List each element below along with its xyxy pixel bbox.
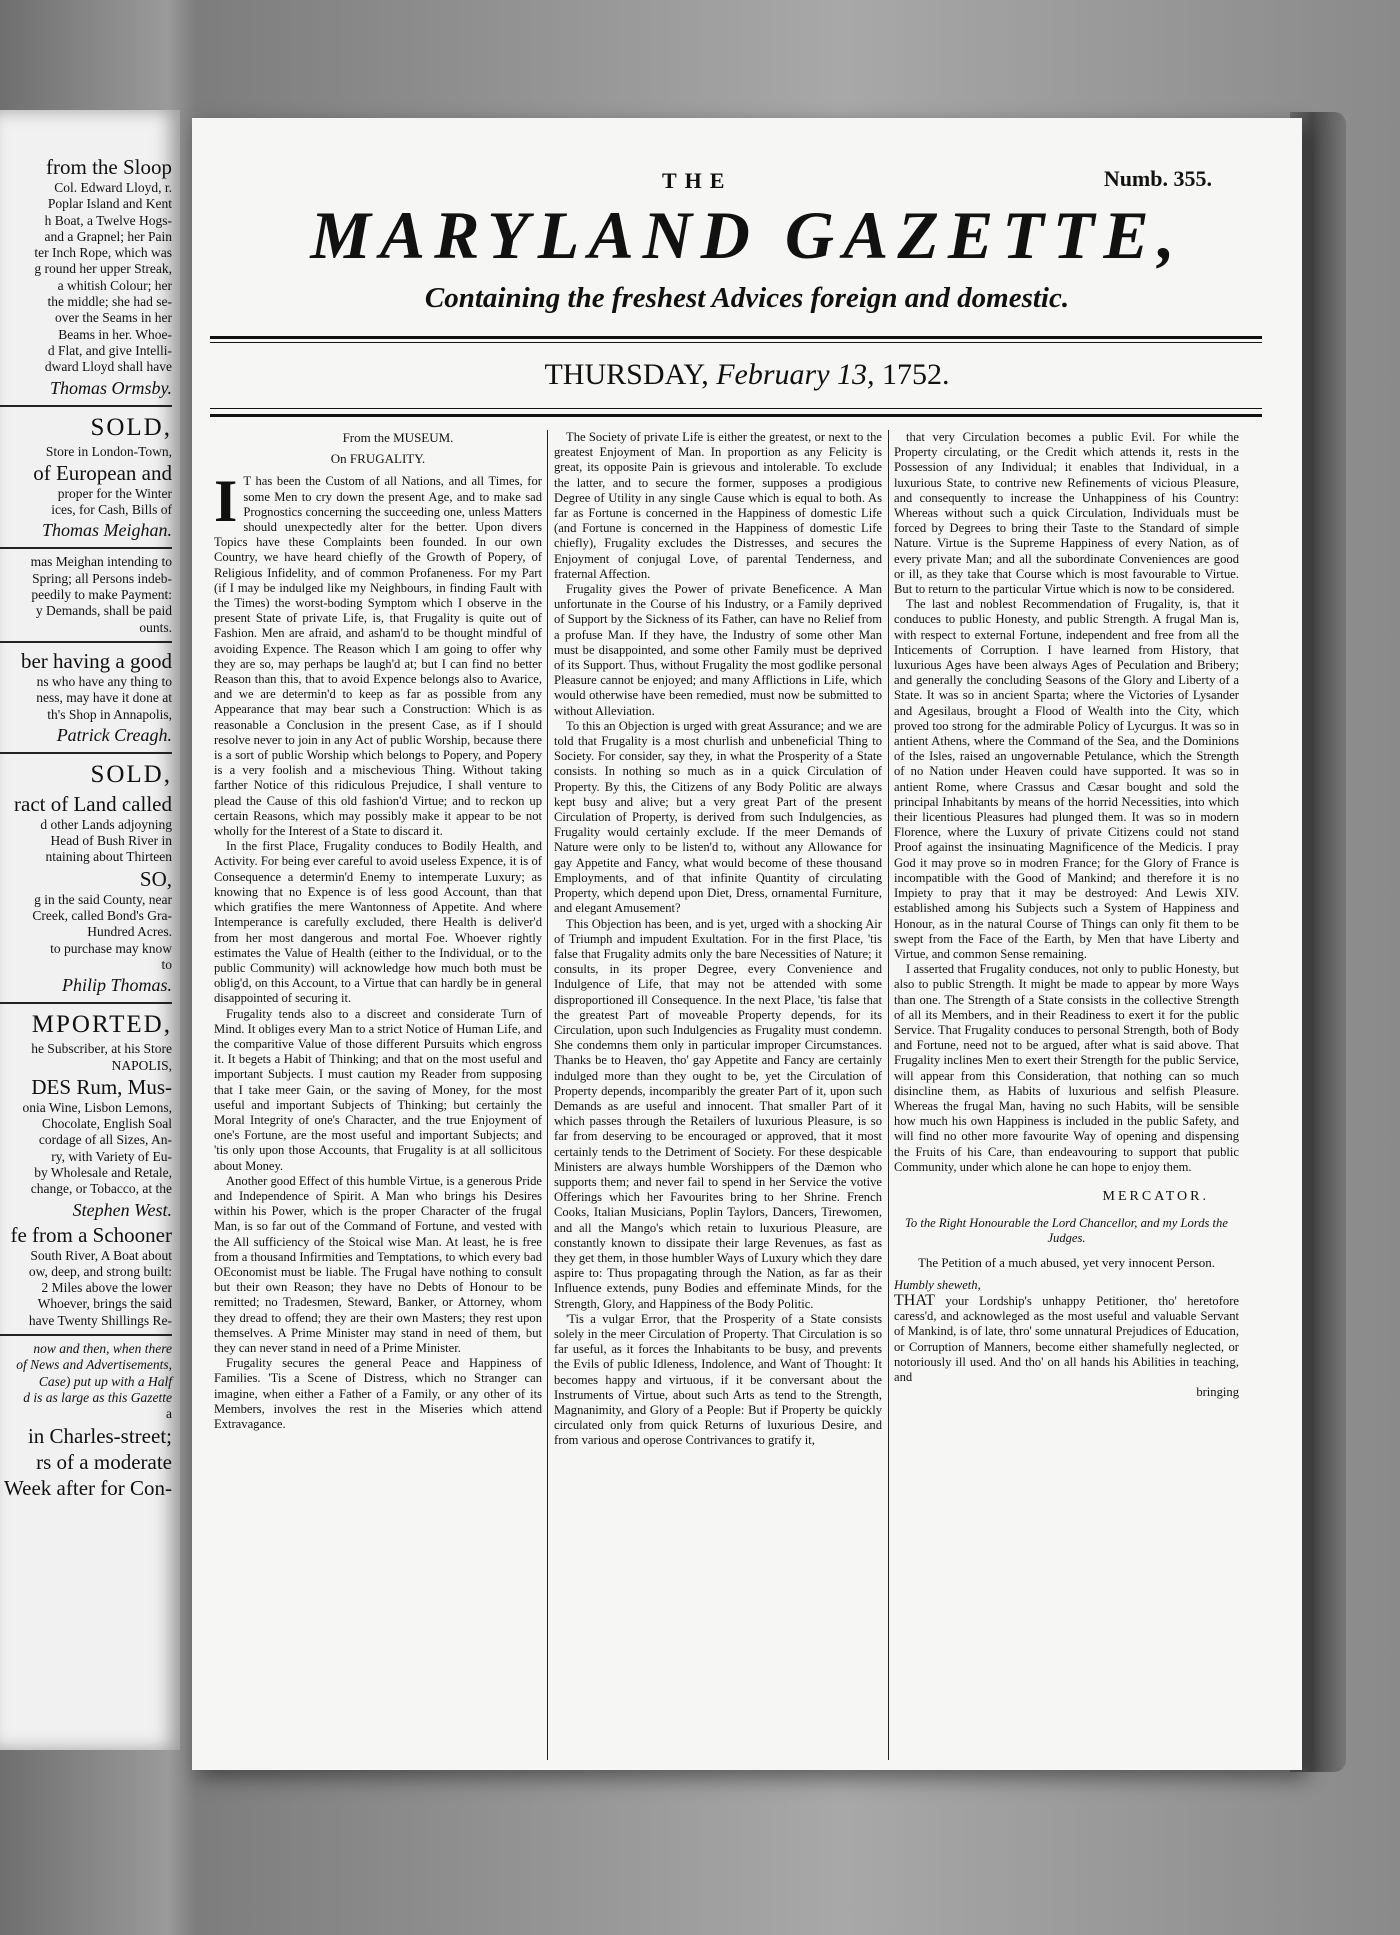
signature-philip-thomas: Philip Thomas. <box>61 975 172 996</box>
article-paragraph: that very Circulation becomes a public Evil. For while the Property circulating, or the Credit which attends it, rests in the Possession of any Individual; it enables that Individual, in a luxurious State, to contrive new Refinements of vicious Pleasure, and consequently to increase the Unhappiness of his Country: Whereas without such a quick Circulation, Individuals must be forced by Degrees to bring their Taste to the Standard of simple Nature. Virtue is the Supreme Happiness of every Nation, as of every private Man; and all the subordinate Conveniences are good or ill, as they take that Course which is most favourable to Virtue. But to return to the particular Virtue which is now to be considered. <box>894 430 1239 597</box>
drop-cap: I <box>214 468 238 535</box>
article-paragraph: I T has been the Custom of all Nations, and all Times, for some Men to cry down the present Age, and to make sad Prognostics concerning the succeeding one, unless Matters should unexpectedly alter for the better. Upon divers Topics have these Complaints been founded. In our own Country, we have heard chiefly of the Growth of Popery, of Religious Infidelity, and of common Profaneness. For my Part (if I may be indulged like my Neighbours, in finding Fault with the Times) the worst-boding Symptom which I observe in the present State of private Life, is, that Frugality is quite out of Fashion. Men are afraid, and asham'd to be thought mindful of avoiding Expence. The Reason which I am going to offer why they are so, may perhaps be laugh'd at; but I can find no better Reason than this, that to avoid Expence belongs also to Avarice, and we are determin'd to keep as far as possible from any Appearance that may bear such a Construction: Which is as reasonable a Conclusion in the present Case, as if I should resolve never to join in any Act of public Worship, because there is a sort of public Worship which belongs to Popery, and Popery is a very foolish and a mischevious Thing. Without taking farther Notice of this ridiculous Prejudice, I shall venture to plead the Cause of this old fashion'd Virtue; and to reckon up certain Reasons, which may possibly make it appear to be not wholly for the Interest of a State to discard it. <box>214 468 542 839</box>
divider <box>0 405 172 407</box>
petition-salutation: Humbly sheweth, <box>894 1277 981 1292</box>
ad-line: Poplar Island and Kent <box>47 196 172 212</box>
ad-line: ns who have any thing to <box>36 673 172 689</box>
heading-sold: SOLD, <box>90 413 172 441</box>
ad-heading: fe from a Schooner <box>10 1222 172 1247</box>
article-paragraph: 'Tis a vulgar Error, that the Prosperity of a State consists solely in the meer Circulation of Property. That Circulation is so far useful, as it forces the Inhabitants to be busy, and prevents the Evils of public Idleness, Indolence, and Want of Thought: It becomes happy and virtuous, if it be conversant about the Instruments of Virtue, about such Arts as tend to the Strength, Magnanimity, and Glory of a People: But if Property be quickly circulated only from quick Returns of luxurious Desire, and from various and operose Contrivances to gratify it, <box>554 1311 882 1448</box>
ad-line: onia Wine, Lisbon Lemons, <box>22 1099 172 1115</box>
ad-line: proper for the Winter <box>57 485 172 501</box>
ad-line: by Wholesale and Retale, <box>34 1164 172 1180</box>
ad-line: the middle; she had se- <box>47 294 172 310</box>
heading-imported: MPORTED, <box>31 1011 172 1039</box>
column-1 <box>214 430 542 1760</box>
column-3 <box>894 430 1239 1760</box>
signature-patrick-creagh: Patrick Creagh. <box>56 724 172 745</box>
ad-line: rs of a moderate <box>36 1449 172 1474</box>
ad-line: and a Grapnel; her Pain <box>44 228 172 244</box>
ad-line: Col. Edward Lloyd, r. <box>54 180 172 195</box>
signature-thomas-ormsby: Thomas Ormsby. <box>49 377 172 398</box>
ad-line: d other Lands adjoyning <box>40 816 172 832</box>
ad-line: th's Shop in Annapolis, <box>47 706 172 722</box>
article-paragraph: Another good Effect of this humble Virtue, is a generous Pride and Independence of Spirit. A Man who brings his Desires within his Power, which is the proper Character of the frugal Man, is so far out of the Command of Fortune, and vested with the All sufficiency of the Stoical wise Man. At least, he is free from a thousand Infirmities and Temptations, to which every bad OEconomist must be liable. The Frugal have nothing to consult but their own Reason; they have no Debts of Honour to be remitted; no Tradesmen, Steward, Banker, or Attorney, whom they dread to offend; they are their own Masters; they rest upon themselves. A Prime Minister may stand in need of them, but they can never stand in need of a Prime Minister. <box>214 1173 542 1355</box>
ad-1 <box>0 154 172 376</box>
divider <box>0 547 172 549</box>
ad-line: Chocolate, English Soal <box>41 1116 172 1132</box>
article-paragraph: In the first Place, Frugality conduces to Bodily Health, and Activity. For being ever careful to avoid useless Expence, it is of Consequence a determin'd Enemy to intemperate Luxury; as knowing that no Expence is of less good Account, than that which gratifies the mere Wantonness of Appetite. And where Intemperance is carefully excluded, there Health is deliver'd from her most dangerous and mortal Foe. Whoever rightly estimates the Value of Health (either to the Individual, or to the public Community) will acknowledge how much both must be oblig'd, on this Account, to a Virtue that can hardly be in general disappointed of securing it. <box>214 839 542 1006</box>
rule <box>210 336 1262 339</box>
ad-line: over the Seams in her <box>55 310 172 326</box>
ad-line: h Boat, a Twelve Hogs- <box>44 212 172 228</box>
ad-line: have Twenty Shillings Re- <box>28 1312 172 1328</box>
petition-initial: THAT <box>894 1291 935 1309</box>
ad-line: NAPOLIS, <box>111 1057 172 1073</box>
newspaper-page <box>192 118 1302 1770</box>
column-divider <box>547 430 548 1760</box>
ad-line: Creek, called Bond's Gra- <box>32 908 172 924</box>
ad-line: ntaining about Thirteen <box>45 849 172 865</box>
divider <box>0 1334 172 1336</box>
dateline <box>192 358 1302 392</box>
author-signoff: MERCATOR. <box>1102 1188 1209 1204</box>
ad-line: ow, deep, and strong built: <box>28 1263 172 1279</box>
article-paragraph: This Objection has been, and is yet, urged with a shocking Air of Triumph and impudent Exultation. For in the first Place, 'tis false that Frugality admits only the bare Necessities of Nature; it consults, in its proper Degree, every Convenience and Indulgence of Life, that may not be attended with some disproportioned ill Consequence. In the next Place, 'tis false that the greatest Part of moveable Property depends, for its Circulation, upon such Indulgencies as Frugality must condemn. She condemns them only in particular improper Circumstances. Thanks be to Heaven, tho' gay Appetite and Fancy are certainly indulged more than they ought to be, yet the Circulation of Property depends, incomparibly the greater Part of it, upon such Demands as are useful and innocent. That smaller Part of it which passes through the Retailers of luxurious Pleasure, is so far from deserving to be encouraged or approved, that it most certainly tends to the Detriment of Society. For these despicable Ministers are always humble Worshippers of the Dæmon who supports them; and never fail to spend in her Service the votive Offerings which her Favourites bring to her Shrine. French Cooks, Italian Musicians, Poplin Taylors, Dancers, Tirewomen, and all the Mango's which retain to luxurious Pleasure, are constantly known to dissipate their large Revenues, as fast as they get them, in those humbler Ways of Luxury which they dare aspire to: Thus propagating through the Nation, as far as their Influence extends, puny Bodies and effeminate Minds, for the Strength, Glory, and Happiness of the Body Politic. <box>554 916 882 1311</box>
ad-line: d is as large as this Gazette <box>23 1389 172 1405</box>
article-paragraph: Frugality gives the Power of private Beneficence. A Man unfortunate in the Course of his Industry, or a Family deprived of Support by the Sickness of its Father, can have no Relief from a profuse Man. If they have, the Industry of some other Man must be disappointed, and some other Family must be deprived of its Support. Thus, without Frugality the most godlike personal Pleasure cannot be enjoyed; and many Afflictions in Life, which would otherwise have been remedied, must now be submitted to without Alleviation. <box>554 582 882 718</box>
rule <box>210 408 1262 409</box>
signature-thomas-meighan: Thomas Meighan. <box>42 520 172 541</box>
petition-paragraph: THAT your Lordship's unhappy Petitioner, tho' heretofore caress'd, and acknowleged as the most useful and valuable Servant of Mankind, is of late, thro' some unnatural Prejudices of Education, or Corruption of Manners, become either shamefully neglected, or notoriously ill used. And tho' on all hands his Abilities in teaching, and <box>894 1291 1239 1384</box>
ad-line: Case) put up with a Half <box>38 1373 172 1389</box>
dateline-date: February 13, <box>716 358 875 391</box>
dateline-day: THURSDAY, <box>544 358 709 391</box>
ad-line: 2 Miles above the lower <box>41 1280 172 1296</box>
divider <box>0 1002 172 1004</box>
article-paragraph: Frugality secures the general Peace and Happiness of Families. 'Tis a Scene of Distress, which no Stranger can imagine, when either a Father of a Family, or any other of its Members, involves the rest in the Miseries which attend Extravagance. <box>214 1356 542 1431</box>
ad-line: from the Sloop <box>46 155 172 179</box>
petition-title: The Petition of a much abused, yet very innocent Person. <box>917 1254 1216 1270</box>
article-paragraph: I asserted that Frugality conduces, not only to public Honesty, but also to public Strength. It might be made to appear by more Ways than one. The Strength of a State consists in the collective Strength of all its Members, and in their Readiness to exert it for the public Service. That Frugality conduces to personal Strength, both of Body and Fortune, need not to be argued, after what is said above. That Frugality inclines Men to exert their Strength for the public Service, will appear from this Consideration, that nothing can so much disincline them, as Habits of luxurious and selfish Pleasure. Whereas the frugal Man, having no such Habits, will be sensible how much his own Happiness is included in the public Safety, and will find no other more favourite Way of opening and dispensing the Fruits of his Care, than endeavouring to support that public Community, under which alone he can hope to enjoy them. <box>894 962 1239 1174</box>
ad-line: Head of Bush River in <box>50 833 172 849</box>
ad-line: Beams in her. Whoe- <box>58 326 172 342</box>
ad-heading: SO, <box>139 866 172 891</box>
ad-line: ices, for Cash, Bills of <box>51 502 172 518</box>
ad-line: Store in London-Town, <box>45 443 172 459</box>
left-facing-page <box>0 110 180 1750</box>
newspaper-title: MARYLAND GAZETTE, <box>310 197 1184 273</box>
issue-number: Numb. 355. <box>1103 166 1212 191</box>
ad-line: of News and Advertisements, <box>16 1357 172 1373</box>
ad-heading: ber having a good <box>20 648 172 673</box>
catchword: bringing <box>1196 1385 1239 1400</box>
masthead <box>192 118 1302 418</box>
ad-line: now and then, when there <box>33 1341 172 1357</box>
masthead-the: THE <box>662 168 733 193</box>
left-page-text <box>0 154 172 1501</box>
ad-line: ry, with Variety of Eu- <box>51 1148 172 1164</box>
ad-line: y Demands, shall be paid <box>35 603 172 619</box>
ad-line: to purchase may know <box>50 940 172 956</box>
ad-line: cordage of all Sizes, An- <box>38 1132 172 1148</box>
heading-sold: SOLD, <box>90 760 172 788</box>
dateline-year: 1752. <box>882 358 950 391</box>
ad-line: g in the said County, near <box>34 891 172 907</box>
ad-line: South River, A Boat about <box>30 1247 172 1263</box>
ad-line: Whoever, brings the said <box>37 1296 172 1312</box>
petition-address: To the Right Honourable the Lord Chancellor, and my Lords the Judges. <box>905 1216 1228 1246</box>
ad-line: g round her upper Streak, <box>34 261 172 277</box>
article-paragraph: To this an Objection is urged with great Assurance; and we are told that Frugality is a most churlish and unbeneficial Thing to Society. For consider, say they, in what the Prosperity of a State consists. In nothing so much as in a quick Circulation of Property. By this, the Citizens of any Body Politic are always kept busy and alive; but a very great Part of the present Circulation of Property, is derived from such Indulgencies, as Frugality would certainly exclude. If the meer Demands of Nature were only to be listen'd to, without any Allowance for gay Appetite and Fancy, what would become of these thousand Employments, and of that infinite Quantity of circulating Property, which depend upon Diet, Dress, ornamental Furniture, and elegant Amusement? <box>554 718 882 916</box>
ad-line: a <box>166 1406 172 1422</box>
ad-line: a whitish Colour; her <box>57 277 172 293</box>
source-line: From the MUSEUM. <box>342 430 454 445</box>
ad-line: d Flat, and give Intelli- <box>47 342 172 358</box>
ad-heading: ract of Land called <box>14 791 172 816</box>
article-paragraph: The last and noblest Recommendation of Frugality, is, that it conduces to public Honesty, and public Strength. A frugal Man is, with respect to external Fortune, independent and free from all the Inticements of Corruption. I have learned from History, that luxurious Ages have been always Ages of Peculation and Bribery; and generally the concluding Seasons of the Glory and Liberty of a State. It was so in ancient Sparta; where the Victories of Lysander and Agesilaus, brought a Flood of Wealth into the City, which proved too strong for the admirable Policy of Lycurgus. It was so in antient Athens, where the Command of the Sea, and the Dominions of the Isles, raised an ungovernable Petulance, which the Strength of no Nation under Heaven could have supported. It was so in antient Rome, where Crassus and Cæsar bought and sold the principal Inhabitants by means of the horrid Necessities, into which their licentious Pleasures had plunged them. It was so in modern Florence, where the Luxury of private Citizens could not stand Proof against the insinuating Magnificence of the Medicis. I pray God it may prove so in modren France; for the Glory of France is incompatible with the Good of Mankind; and therefore it is no Impiety to pray that it may be destroyed: And Lewis XIV. established among his Subjects such a System of Happiness and Honour, as in the natural Course of Things can only fit them to be swept from the Face of the Earth, by Men that have Liberty and Virtue, and common Sense remaining. <box>894 597 1239 961</box>
column-2 <box>554 430 882 1760</box>
newspaper-subtitle: Containing the freshest Advices foreign and domestic. <box>424 282 1070 314</box>
ad-line: Week after for Con- <box>4 1475 172 1500</box>
ad-heading: DES Rum, Mus- <box>31 1074 172 1099</box>
ad-line: to <box>161 956 172 972</box>
ad-line: peedily to make Payment: <box>31 587 172 603</box>
ad-line: he Subscriber, at his Store <box>31 1041 172 1057</box>
rule <box>210 414 1262 417</box>
article-paragraph: Frugality tends also to a discreet and considerate Turn of Mind. It obliges every Man to a strict Notice of Human Life, and the comparitive Value of those different Pursuits which engross it. It begets a Habit of Thinking; and that on the most useful and important Subjects. I must caution my Reader from supposing that I take meer Gain, or the saving of Money, for the most useful and important Subjects of Thinking; but certainly the Moral Integrity of one's Character, and the true Enjoyment of one's Fortune, are the most useful and important Subjects; and 'tis only upon those Accounts, that Frugality is at all sollicitous about Money. <box>214 1006 542 1173</box>
ad-line: Hundred Acres. <box>87 924 172 940</box>
ad-line: ness, may have it done at <box>36 690 172 706</box>
ad-line: ter Inch Rope, which was <box>34 245 172 261</box>
ad-line: in Charles-street; <box>27 1423 172 1448</box>
ad-line: change, or Tobacco, at the <box>30 1181 172 1197</box>
divider <box>0 752 172 754</box>
ad-line: dward Lloyd shall have <box>44 359 172 375</box>
article-title: On FRUGALITY. <box>330 451 426 467</box>
signature-stephen-west: Stephen West. <box>72 1199 172 1220</box>
divider <box>0 641 172 643</box>
rule <box>210 342 1262 343</box>
ad-line: ounts. <box>139 619 172 635</box>
ad-line: Spring; all Persons indeb- <box>32 570 172 586</box>
article-paragraph: The Society of private Life is either the greatest, or next to the greatest Enjoyment of Man. In proportion as any Felicity is great, its opposite Pain is grievous and intolerable. To exclude the latter, and to secure the former, supposes a prodigious Degree of Utility in any single Cause which is equal to both. As far as Fortune is concerned in the Happiness of domestic Life (and Fortune is concerned in the Happiness of domestic Life chiefly), Frugality excludes the Distresses, and secures the Enjoyment of conjugal Love, of parental Tenderness, and fraternal Affection. <box>554 430 882 581</box>
ad-heading-european: of European and <box>33 460 172 485</box>
ad-line: mas Meighan intending to <box>30 554 172 570</box>
column-divider <box>888 430 889 1760</box>
